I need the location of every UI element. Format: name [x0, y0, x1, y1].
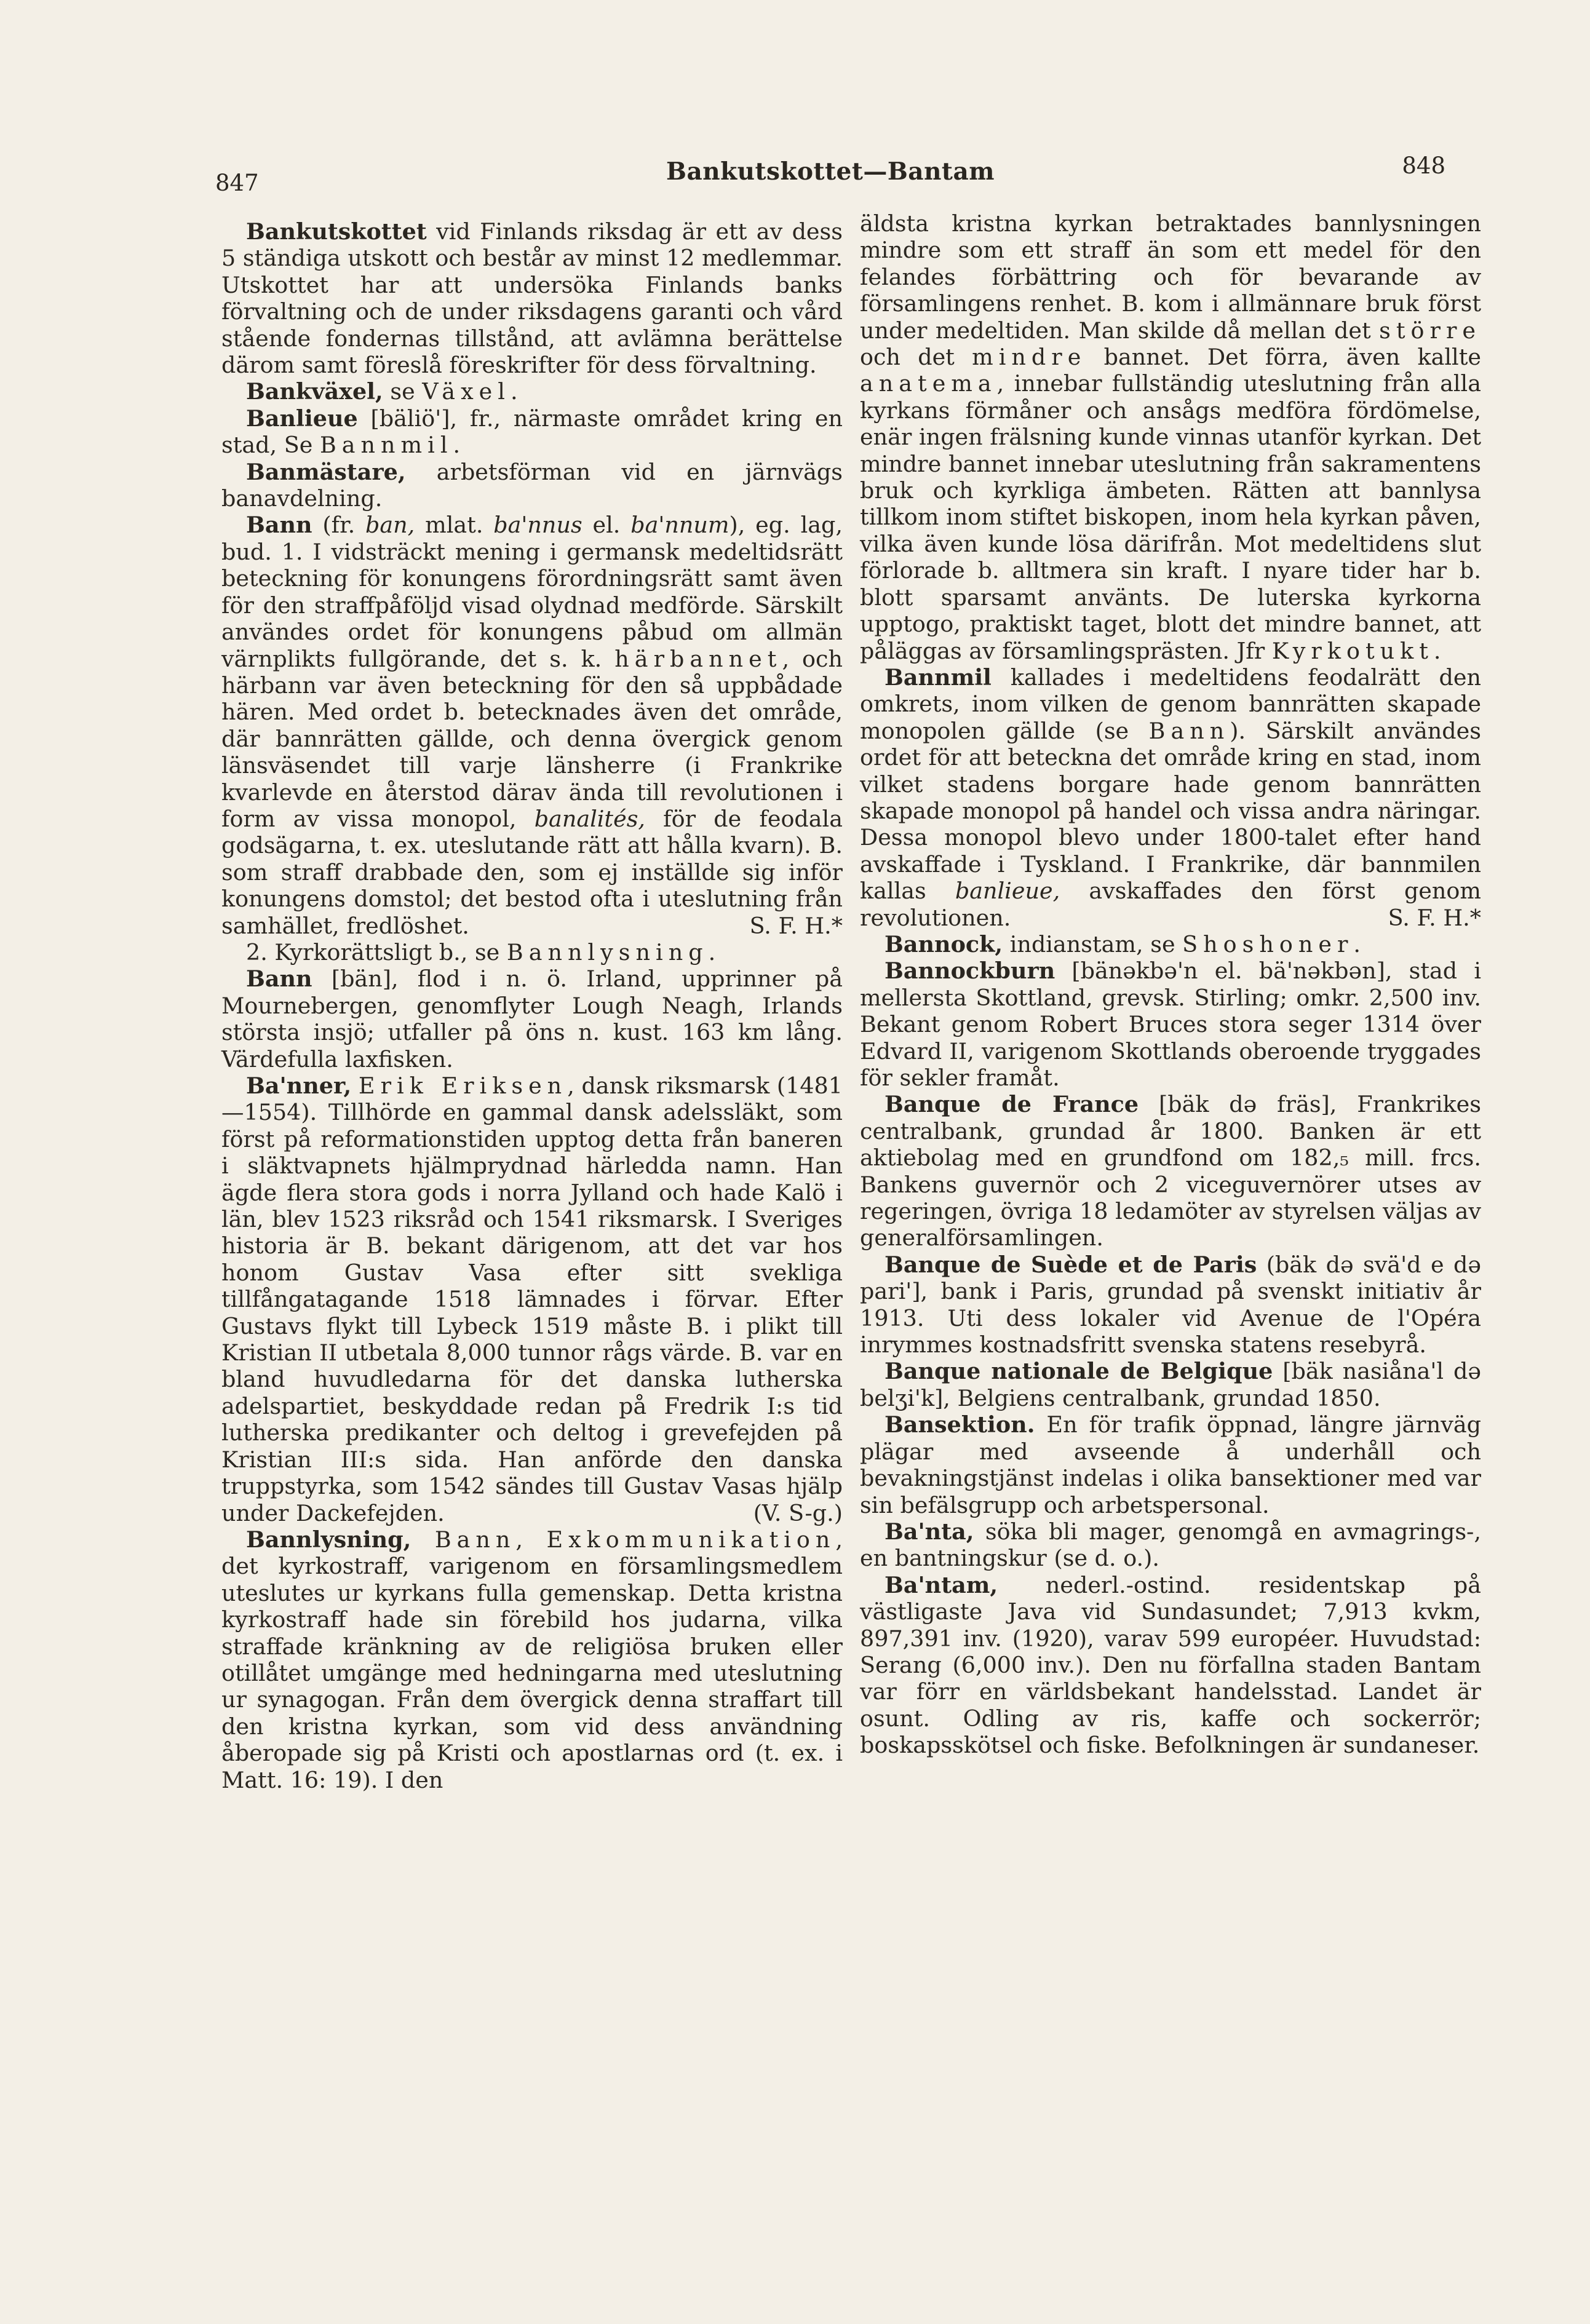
- entry-text: , innebar fullständig uteslutning från alla kyrkans förmåner och ansågs medföra fördömelse, enär ingen frälsning kunde vinnas utanför kyrkan. Det mindre bannet innebar uteslutning från sakramentens bruk och kyrkliga ämbeten. Rätten att bannlysa tillkom inom stiftet biskopen, inom hela kyrkan påven, vilka även kunde lösa därifrån. Mot medeltidens slut förlorade b. alltmera sin kraft. I nyare tider har b. blott sparsamt använts. De luterska kyrkorna upptogo, praktiskt taget, blott det mindre bannet, att påläggas av församlingsprästen. Jfr: [860, 370, 1481, 664]
- entry-headword: Bannockburn: [884, 958, 1055, 985]
- italic-term: ban,: [365, 512, 415, 539]
- spaced-term: Bann: [434, 1526, 516, 1553]
- entry-headword: Bannlysning,: [246, 1526, 411, 1553]
- entry-text: .: [1433, 637, 1441, 664]
- spaced-term: större: [1379, 317, 1481, 344]
- dictionary-entry: [221, 939, 843, 966]
- italic-term: ba'nnum: [630, 512, 729, 539]
- entry-text: avskaffades den först genom revolutionen.: [860, 878, 1481, 931]
- dictionary-entry: [860, 1251, 1481, 1358]
- entry-text: [bäliö'], fr., närmaste området kring en stad, Se: [221, 405, 843, 459]
- entry-headword: Ba'nta,: [884, 1518, 974, 1545]
- dictionary-entry: [221, 966, 843, 1073]
- entry-headword: Bann: [246, 512, 312, 539]
- entry-text: [bäk də fräs], Frankrikes centralbank, grundad år 1800. Banken är ett aktiebolag med en grundfond om 182,₅ mill. frcs. Bankens guvernör och 2 viceguvernörer utses av regeringen, övriga 18 ledamöter av styrelsen väljas av generalförsamlingen.: [860, 1091, 1481, 1251]
- entry-headword: Banque de France: [884, 1091, 1139, 1118]
- page-header: [215, 153, 1445, 196]
- entry-text: för de feodala godsägarna, t. ex. uteslutande rätt att hålla kvarn). B. som straff drabbade den, som ej inställde sig inför konungens domstol; det bestod ofta i uteslutning från samhället, fredlöshet.: [221, 805, 843, 939]
- entry-text: [bäk nasiåna'l də belʒi'k], Belgiens centralbank, grundad 1850.: [860, 1358, 1481, 1411]
- dictionary-entry: [860, 1411, 1481, 1518]
- left-page-number: 847: [215, 170, 259, 196]
- dictionary-entry: [221, 1073, 843, 1526]
- entry-text: , och härbann var även beteckning för den så uppbådade hären. Med ordet b. betecknades även det område, där bannrätten gällde, och denna övergick genom länsväsendet till varje länsherre (i Frankrike kvarlevde en återstod därav ända till revolutionen i form av vissa monopol,: [221, 645, 843, 832]
- entry-text: ), eg. lag, bud. 1. I vidsträckt mening i germansk medeltidsrätt beteckning för konungens förordningsrätt samt även för den straffpåföljd visad olydnad medförde. Särskilt användes ordet för konungens påbud om allmän värnplikts fullgörande, det s. k.: [221, 512, 843, 672]
- italic-term: banalités,: [534, 805, 646, 832]
- dictionary-entry: [860, 210, 1481, 664]
- entry-text: (fr.: [312, 512, 366, 539]
- spaced-term: Exkommunikation: [546, 1526, 836, 1553]
- entry-text: bannet. Det förra, även kallte: [1086, 344, 1481, 371]
- dictionary-entry: [860, 1518, 1481, 1572]
- entry-headword: Banque nationale de Belgique: [884, 1358, 1273, 1385]
- author-signature: (V. S-g.): [753, 1499, 843, 1526]
- entry-text: [bän], flod i n. ö. Irland, upprinner på Mournebergen, genomflyter Lough Neagh, Irlands största insjö; utfaller på öns n. kust. 163 km lång. Värdefulla laxfisken.: [221, 966, 843, 1073]
- entry-headword: Bannock,: [884, 930, 1003, 958]
- author-signature: S. F. H.*: [1388, 904, 1481, 931]
- dictionary-entry: [860, 958, 1481, 1091]
- spaced-term: Växel: [422, 378, 511, 405]
- entry-text: nederl.-ostind. residentskap på västligaste Java vid Sundasundet; 7,913 kvkm, 897,391 inv. (1920), varav 599 européer. Huvudstad: Serang (6,000 inv.). Den nu förfallna staden Bantam var förr en världsbekant handelsstad. Landet är osunt. Odling av ris, kaffe och sockerrör; boskapsskötsel och fiske. Befolkningen är sundaneser.: [860, 1571, 1481, 1759]
- spaced-term: mindre: [972, 344, 1087, 371]
- left-column: [221, 218, 843, 1793]
- spaced-term: anatema: [860, 370, 997, 397]
- entry-text: söka bli mager, genomgå en avmagrings-, en bantningskur (se d. o.).: [860, 1518, 1481, 1572]
- entry-text: arbetsförman vid en järnvägs banavdelning.: [221, 458, 843, 512]
- entry-text: .: [708, 938, 716, 966]
- spaced-term: Bannlysning: [506, 938, 709, 966]
- entry-text: .: [453, 432, 461, 459]
- entry-text: [411, 1526, 434, 1553]
- spaced-term: härbannet: [614, 645, 782, 672]
- entry-text: .: [1353, 930, 1361, 958]
- dictionary-entry: [221, 1526, 843, 1793]
- entry-text: se: [383, 378, 423, 405]
- entry-text: ). Särskilt användes ordet för att beteckna det område kring en stad, inom vilket stadens borgare hade genom bannrätten skapade monopol på handel och vissa andra näringar. Dessa monopol blevo under 1800-talet efter hand avskaffade i Tyskland. I Frankrike, där bannmilen kallas: [860, 717, 1482, 905]
- entry-text: 2. Kyrkorättsligt b., se: [246, 938, 507, 966]
- entry-text: ,: [515, 1526, 547, 1553]
- entry-headword: Ba'nner,: [246, 1073, 352, 1099]
- entry-text: mlat.: [415, 512, 494, 539]
- dictionary-entry: [221, 459, 843, 512]
- entry-text: vid Finlands riksdag är ett av dess 5 ständiga utskott och består av minst 12 medlemmar. Utskottet har att undersöka Finlands banks förvaltning och de under riksdagens garanti och vård stående fondernas tillstånd, att avlämna berättelse därom samt föreslå föreskrifter för dess förvaltning.: [221, 218, 843, 379]
- dictionary-entry: [860, 931, 1481, 958]
- entry-headword: Banlieue: [246, 405, 358, 432]
- entry-headword: Bann: [246, 966, 312, 993]
- dictionary-entry: [860, 1572, 1481, 1759]
- running-title: Bankutskottet—Bantam: [666, 157, 995, 186]
- entry-headword: Bannmil: [884, 664, 992, 691]
- dictionary-entry: [221, 218, 843, 378]
- entry-headword: Bankväxel,: [246, 378, 383, 405]
- entry-text: [351, 1073, 359, 1099]
- entry-text: .: [510, 378, 518, 405]
- right-page-number: 848: [1402, 153, 1445, 179]
- entry-headword: Bankutskottet: [246, 218, 427, 245]
- spaced-term: Bannmil: [319, 432, 453, 459]
- dictionary-entry: [221, 405, 843, 459]
- entry-text: och det: [860, 344, 972, 371]
- dictionary-entry: [860, 1091, 1481, 1251]
- spaced-term: Shoshoner: [1182, 930, 1354, 958]
- entry-text: , det kyrkostraff, varigenom en församlingsmedlem uteslutes ur kyrkans fulla gemenskap. Detta kristna kyrkostraff hade sin förebild hos judarna, vilka straffade kränkning av de religiösa bruken eller otillåtet umgänge med hedningarna med uteslutning ur synagogan. Från dem övergick denna straffart till den kristna kyrkan, som vid dess användning åberopade sig på Kristi och apostlarnas ord (t. ex. i Matt. 16: 19). I den: [221, 1526, 843, 1793]
- dictionary-entry: [221, 378, 843, 405]
- entry-text: kallades i medeltidens feodalrätt den omkrets, inom vilken de genom bannrätten skapade monopolen gällde (se: [860, 664, 1481, 744]
- author-signature: S. F. H.*: [749, 912, 843, 939]
- entry-text: En för trafik öppnad, längre järnväg plägar med avseende å underhåll och bevakningstjänst indelas i olika bansektioner med var sin befälsgrupp och arbetspersonal.: [860, 1411, 1481, 1518]
- spaced-term: Kyrkotukt: [1271, 637, 1434, 664]
- entry-headword: Ba'ntam,: [884, 1571, 998, 1598]
- italic-term: ba'nnus: [493, 512, 582, 539]
- dictionary-entry: [221, 512, 843, 939]
- dictionary-entry: [860, 664, 1481, 931]
- spaced-term: Erik Eriksen: [358, 1073, 568, 1099]
- entry-text: äldsta kristna kyrkan betraktades bannlysningen mindre som ett straff än som ett medel för den felandes förbättring och för bevarande av församlingens renhet. B. kom i allmännare bruk först under medeltiden. Man skilde då mellan det: [860, 210, 1481, 344]
- spaced-term: Bann: [1148, 717, 1230, 744]
- entry-text: [bänəkbə'n el. bä'nəkbən], stad i mellersta Skottland, grevsk. Stirling; omkr. 2,500 inv. Bekant genom Robert Bruces stora seger 1314 över Edvard II, varigenom Skottlands oberoende tryggades för sekler framåt.: [860, 958, 1481, 1091]
- italic-term: banlieue,: [955, 878, 1060, 905]
- dictionary-entry: [860, 1358, 1481, 1411]
- entry-text: el.: [582, 512, 631, 539]
- entry-headword: Banque de Suède et de Paris: [884, 1251, 1257, 1278]
- entry-headword: Bansektion.: [884, 1411, 1035, 1438]
- entry-text: (bäk də svä'd e də pari'], bank i Paris, grundad på svenskt initiativ år 1913. Uti dess lokaler vid Avenue de l'Opéra inrymmes kostnadsfritt svenska statens resebyrå.: [860, 1251, 1481, 1358]
- entry-text: indianstam, se: [1003, 930, 1183, 958]
- right-column: [860, 210, 1481, 1759]
- entry-text: , dansk riksmarsk (1481—1554). Tillhörde en gammal dansk adelssläkt, som först på reformationstiden upptog detta från baneren i släktvapnets hjälmprydnad härledda namn. Han ägde flera stora gods i norra Jylland och hade Kalö i län, blev 1523 riksråd och 1541 riksmarsk. I Sveriges historia är B. bekant därigenom, att det var hos honom Gustav Vasa efter sitt svekliga tillfångatagande 1518 lämnades i förvar. Efter Gustavs flykt till Lybeck 1519 måste B. i plikt till Kristian II utbetala 8,000 tunnor rågs värde. B. var en bland huvudledarna för det danska lutherska adelspartiet, beskyddade redan på Fredrik I:s tid lutherska predikanter och deltog i grevefejden på Kristian III:s sida. Han anförde den danska truppstyrka, som 1542 sändes till Gustav Vasas hjälp under Dackefejden.: [221, 1073, 843, 1526]
- entry-headword: Banmästare,: [246, 458, 406, 485]
